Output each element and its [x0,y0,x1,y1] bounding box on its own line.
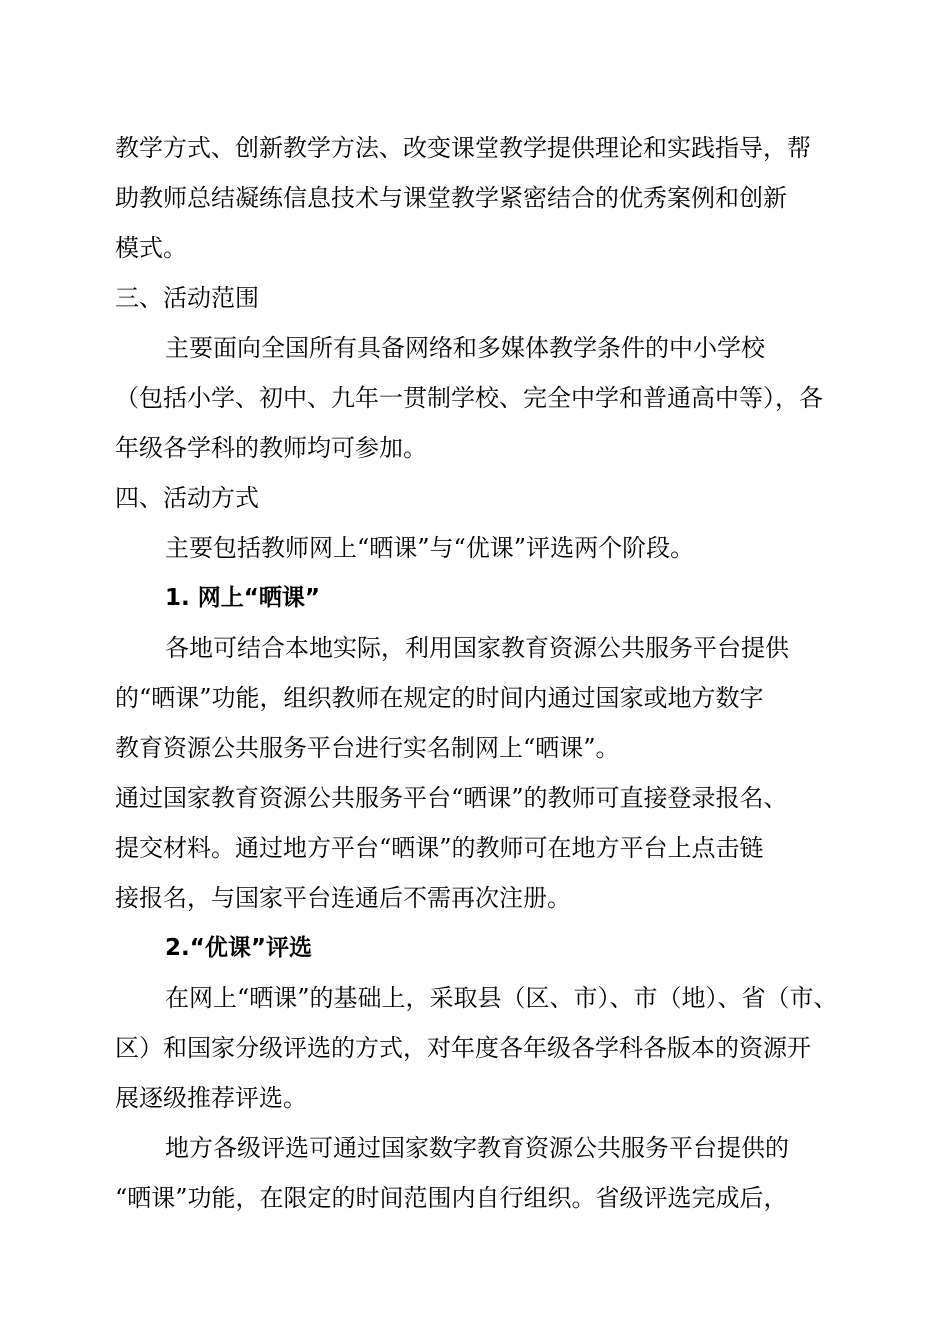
paragraph-intro-line-3: 模式。 [115,234,187,262]
subsection-1-heading: 1. 网上“晒课” [165,585,320,611]
subsection-2-p2-line-1: 地方各级评选可通过国家数字教育资源公共服务平台提供的 [165,1134,789,1162]
subsection-2-p1-line-1: 在网上“晒课”的基础上，采取县（区、市）、市（地）、省（市、 [165,984,838,1012]
paragraph-intro-line-2: 助教师总结凝练信息技术与课堂教学紧密结合的优秀案例和创新 [115,184,787,212]
subsection-1-p2-line-3: 接报名，与国家平台连通后不需再次注册。 [115,884,571,912]
section-3-line-2: （包括小学、初中、九年一贯制学校、完全中学和普通高中等），各 [115,384,823,412]
subsection-1-p1-line-3: 教育资源公共服务平台进行实名制网上“晒课”。 [115,734,620,762]
subsection-2-heading: 2.“优课”评选 [165,935,312,961]
section-4-intro: 主要包括教师网上“晒课”与“优课”评选两个阶段。 [165,534,695,562]
subsection-2-p1-line-2: 区）和国家分级评选的方式，对年度各年级各学科各版本的资源开 [115,1034,811,1062]
paragraph-intro-line-1: 教学方式、创新教学方法、改变课堂教学提供理论和实践指导，帮 [115,134,811,162]
subsection-2-p1-line-3: 展逐级推荐评选。 [115,1084,307,1112]
subsection-1-p1-line-1: 各地可结合本地实际，利用国家教育资源公共服务平台提供 [165,634,789,662]
section-3-line-1: 主要面向全国所有具备网络和多媒体教学条件的中小学校 [165,334,765,362]
section-3-line-3: 年级各学科的教师均可参加。 [115,434,427,462]
subsection-1-p2-line-2: 提交材料。通过地方平台“晒课”的教师可在地方平台上点击链 [115,834,764,862]
subsection-1-p1-line-2: 的“晒课”功能，组织教师在规定的时间内通过国家或地方数字 [115,684,764,712]
subsection-2-p2-line-2: “晒课”功能，在限定的时间范围内自行组织。省级评选完成后， [115,1184,788,1212]
section-3-heading: 三、活动范围 [115,284,259,312]
section-4-heading: 四、活动方式 [115,484,259,512]
subsection-1-p2-line-1: 通过国家教育资源公共服务平台“晒课”的教师可直接登录报名、 [115,784,788,812]
